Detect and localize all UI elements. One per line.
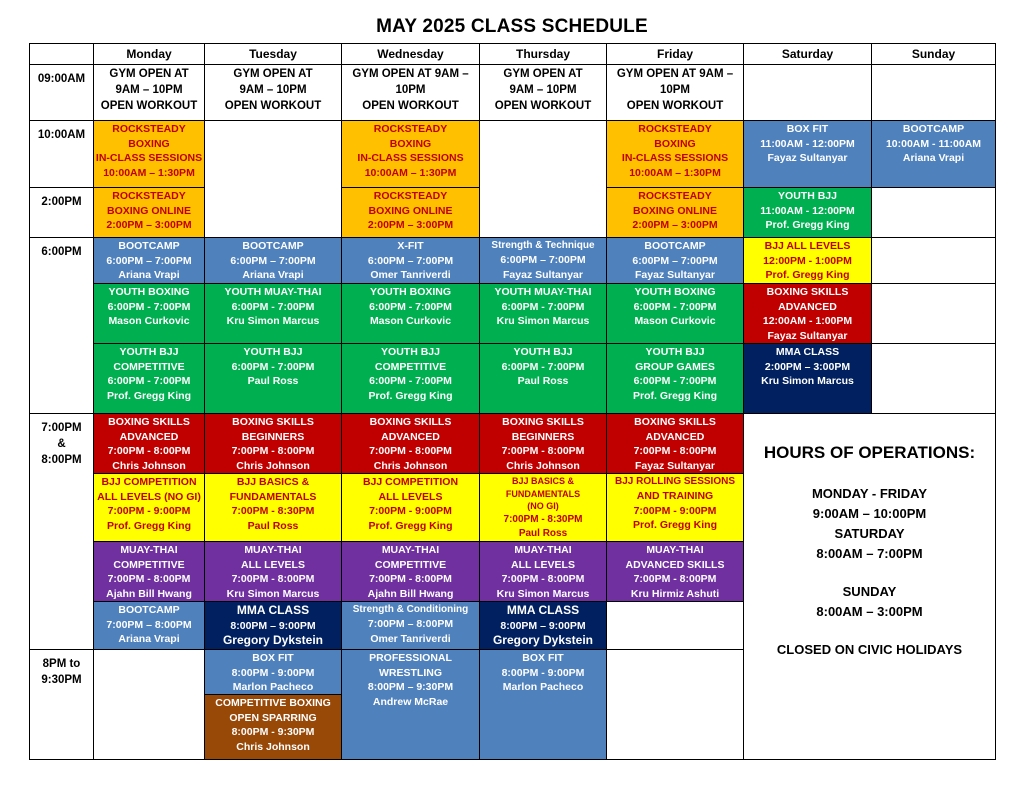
cell-line: 12:00AM - 1:00PM <box>762 315 853 327</box>
time-label <box>29 237 94 414</box>
cell-line: Kru Simon Marcus <box>226 315 320 327</box>
cell-line: 9:30PM <box>41 674 82 686</box>
cell-line: Kru Simon Marcus <box>226 587 320 600</box>
class-sat-mma <box>743 343 872 414</box>
cell-line: 6:00PM – 7:00PM <box>367 254 454 267</box>
cell-line: Prof. Gregg King <box>107 389 191 402</box>
cell-line: Fayaz Sultanyar <box>767 152 848 164</box>
class-tue-gym <box>204 64 342 121</box>
cell-line: 8:00PM – 9:30PM <box>367 681 454 693</box>
cell-line: OPEN WORKOUT <box>494 100 592 112</box>
cell-line: X-FIT <box>397 240 424 252</box>
day-header-thursday <box>479 43 607 65</box>
cell-line: Chris Johnson <box>506 459 580 472</box>
cell-line: 7:00PM - 8:30PM <box>231 505 315 517</box>
class-sat-boxing-adv <box>743 283 872 344</box>
cell-line: Ariana Vrapi <box>118 633 180 645</box>
cell-line: BOOTCAMP <box>644 240 706 252</box>
cell-line: Omer Tanriverdi <box>370 269 451 281</box>
day-header-tuesday <box>204 43 342 65</box>
class-sat-youth-bjj <box>743 187 872 238</box>
cell-line: MMA CLASS <box>775 346 840 358</box>
hours-line: MONDAY - FRIDAY <box>811 486 928 501</box>
cell-line: 6:00PM - 7:00PM <box>501 360 585 373</box>
cell-line: ADVANCED <box>778 300 837 313</box>
cell-line: Prof. Gregg King <box>765 269 850 281</box>
hours-line: SATURDAY <box>834 526 905 541</box>
cell-line: Kru Simon Marcus <box>496 587 590 600</box>
class-wed-boxing-adv <box>341 413 480 474</box>
cell-line: Ariana Vrapi <box>118 269 180 281</box>
cell-line: YOUTH BJJ <box>243 346 303 358</box>
cell-line: YOUTH BOXING <box>634 286 716 298</box>
cell-line: Friday <box>656 47 693 62</box>
cell-line: YOUTH MUAY-THAI <box>494 286 592 298</box>
class-sun-bootcamp <box>871 120 996 188</box>
cell-line: YOUTH BOXING <box>108 286 190 298</box>
class-thu-bjj-basics <box>479 473 607 542</box>
cell-line: 7:00PM - 8:30PM <box>503 513 583 525</box>
time-label <box>29 187 94 238</box>
class-wed-youth-bjj <box>341 343 480 414</box>
cell-line: BJJ COMPETITION <box>362 476 459 488</box>
cell-line: 09:00AM <box>37 73 86 85</box>
cell-line: BOXING ONLINE <box>106 204 191 217</box>
cell-line: ALL LEVELS <box>378 490 443 503</box>
cell-line: 2:00PM – 3:00PM <box>106 219 192 231</box>
cell-line: 9AM – 10PM <box>239 84 307 96</box>
cell-line: BJJ BASICS & <box>511 476 574 486</box>
cell-line: Tuesday <box>249 47 297 62</box>
class-wed-xfit <box>341 237 480 284</box>
cell-line: Chris Johnson <box>236 459 310 472</box>
cell-line: 7:00PM - 8:00PM <box>107 573 191 585</box>
cell-line: 6:00PM – 7:00PM <box>106 254 192 267</box>
cell-line: Prof. Gregg King <box>633 389 717 402</box>
cell-line: GYM OPEN AT <box>233 68 313 80</box>
empty-cell <box>871 343 996 414</box>
cell-line: BJJ COMPETITION <box>101 476 197 488</box>
cell-line: Fayaz Sultanyar <box>635 459 715 472</box>
class-wed-youth-boxing <box>341 283 480 344</box>
class-mon-youth-boxing <box>93 283 205 344</box>
cell-line: Prof. Gregg King <box>107 519 191 532</box>
cell-line: PROFESSIONAL <box>369 652 452 664</box>
cell-line: Ariana Vrapi <box>902 152 965 164</box>
cell-line: 6:00PM - 7:00PM <box>231 300 315 313</box>
cell-line: 8:00PM - 9:30PM <box>231 726 315 738</box>
cell-line: 11:00AM - 12:00PM <box>760 204 855 217</box>
class-thu-gym <box>479 64 607 121</box>
day-header-friday <box>606 43 744 65</box>
cell-line: BOXING SKILLS <box>634 416 716 428</box>
cell-line: BOOTCAMP <box>118 604 180 616</box>
cell-line: 7:00PM - 9:00PM <box>633 504 717 517</box>
cell-line: 6:00PM - 7:00PM <box>501 300 585 313</box>
class-wed-strength-cond <box>341 601 480 650</box>
hours-of-operation-panel <box>743 413 996 760</box>
class-tue-muay-all <box>204 541 342 602</box>
cell-line: 6:00PM - 7:00PM <box>369 375 452 387</box>
cell-line: OPEN WORKOUT <box>224 100 322 112</box>
class-mon-bjj-comp <box>93 473 205 542</box>
cell-line: Paul Ross <box>517 375 569 387</box>
cell-line: Prof. Gregg King <box>368 519 453 532</box>
cell-line: BOXING <box>128 137 170 150</box>
cell-line: ROCKSTEADY <box>373 190 448 202</box>
cell-line: 8:00PM <box>41 454 82 466</box>
class-fri-gym <box>606 64 744 121</box>
cell-line: ADVANCED <box>645 430 705 443</box>
cell-line: Prof. Gregg King <box>368 389 453 402</box>
cell-line: BEGINNERS <box>511 430 575 443</box>
empty-cell <box>479 120 607 238</box>
cell-line: Fayaz Sultanyar <box>635 269 715 281</box>
cell-line: ALL LEVELS <box>241 558 305 571</box>
hours-heading: HOURS OF OPERATIONS: <box>763 443 976 462</box>
class-tue-mma <box>204 601 342 650</box>
class-thu-strength <box>479 237 607 284</box>
cell-line: BOX FIT <box>522 652 564 664</box>
cell-line: Thursday <box>515 47 570 62</box>
class-fri-bootcamp <box>606 237 744 284</box>
cell-line: ALL LEVELS <box>511 558 575 571</box>
cell-line: Ajahn Bill Hwang <box>367 587 454 600</box>
cell-line: Sunday <box>911 47 956 62</box>
class-wed-bjj-comp <box>341 473 480 542</box>
cell-line: 7:00PM - 8:00PM <box>369 445 452 457</box>
cell-line: 6:00PM – 7:00PM <box>500 254 586 266</box>
cell-line: 6:00PM - 7:00PM <box>369 300 452 313</box>
cell-line: & <box>57 438 66 450</box>
cell-line: OPEN WORKOUT <box>362 100 459 112</box>
cell-line: BOXING <box>654 137 696 150</box>
cell-line: 7:00PM - 8:00PM <box>633 445 717 457</box>
class-tue-comp-boxing <box>204 694 342 760</box>
cell-line: 7:00PM - 9:00PM <box>369 505 452 517</box>
cell-line: MUAY-THAI <box>381 544 440 556</box>
cell-line: Gregory Dykstein <box>492 633 594 647</box>
class-mon-rock <box>93 120 205 188</box>
cell-line: YOUTH BJJ <box>645 346 705 358</box>
cell-line: Paul Ross <box>247 519 299 532</box>
hours-line: 8:00AM – 7:00PM <box>816 546 923 561</box>
cell-line: MMA CLASS <box>236 603 310 617</box>
class-tue-boxing-beg <box>204 413 342 474</box>
cell-line: 8:00PM – 9:00PM <box>230 619 316 632</box>
cell-line: Prof. Gregg King <box>633 519 717 531</box>
cell-line: 6:00PM - 7:00PM <box>633 300 717 313</box>
cell-line: BOXING ONLINE <box>368 204 453 217</box>
day-header-wednesday <box>341 43 480 65</box>
cell-line: BJJ BASICS & <box>236 476 310 488</box>
cell-line: MUAY-THAI <box>646 544 704 556</box>
empty-cell <box>871 283 996 344</box>
time-label <box>29 649 94 760</box>
cell-line: 7:00PM <box>41 422 82 434</box>
class-thu-youth-bjj <box>479 343 607 414</box>
cell-line: ADVANCED <box>381 430 440 443</box>
time-label <box>29 120 94 188</box>
cell-line: BOXING SKILLS <box>369 416 452 428</box>
cell-line: 2:00PM – 3:00PM <box>367 219 454 231</box>
class-thu-youth-muay <box>479 283 607 344</box>
cell-line: YOUTH BJJ <box>381 346 440 358</box>
cell-line: IN-CLASS SESSIONS <box>95 152 203 164</box>
cell-line: 8:00PM - 9:00PM <box>231 666 315 679</box>
class-mon-boxing-adv <box>93 413 205 474</box>
cell-line: Gregory Dykstein <box>222 633 324 647</box>
empty-cell <box>871 187 996 238</box>
cell-line: BEGINNERS <box>241 430 305 443</box>
class-thu-muay-all <box>479 541 607 602</box>
cell-line: Chris Johnson <box>236 740 310 753</box>
cell-line: 12:00PM - 1:00PM <box>763 254 852 267</box>
class-fri-youth-boxing <box>606 283 744 344</box>
cell-line: BOXING SKILLS <box>766 286 849 298</box>
class-mon-rock-online <box>93 187 205 238</box>
cell-line: BOXING <box>389 137 432 150</box>
cell-line: 7:00PM - 9:00PM <box>107 505 191 517</box>
cell-line: IN-CLASS SESSIONS <box>621 152 729 164</box>
cell-line: 7:00PM – 8:00PM <box>106 618 192 631</box>
cell-line: 2:00PM – 3:00PM <box>632 219 718 231</box>
cell-line: 6:00PM - 7:00PM <box>231 360 315 373</box>
cell-line: BOX FIT <box>252 652 294 664</box>
cell-line: Ajahn Bill Hwang <box>106 587 192 600</box>
cell-line: COMPETITIVE <box>113 558 185 571</box>
cell-line: BOXING ONLINE <box>632 204 717 217</box>
cell-line: 7:00PM - 8:00PM <box>231 573 315 585</box>
cell-line: 2:00PM <box>41 196 82 208</box>
class-sat-bjj-all <box>743 237 872 284</box>
cell-line: Saturday <box>781 47 834 62</box>
cell-line: OPEN SPARRING <box>229 711 317 724</box>
cell-line: 6:00PM - 7:00PM <box>633 375 717 387</box>
cell-line: Strength & Conditioning <box>352 604 469 615</box>
cell-line: FUNDAMENTALS <box>229 490 317 503</box>
empty-cell <box>743 64 872 121</box>
cell-line: 7:00PM - 8:00PM <box>501 445 585 457</box>
cell-line: Kru Hirmiz Ashuti <box>630 587 720 600</box>
cell-line: MUAY-THAI <box>120 544 178 556</box>
class-wed-pro-wrestling <box>341 649 480 760</box>
cell-line: 10:00AM – 1:30PM <box>103 166 195 179</box>
cell-line: BOX FIT <box>786 123 829 135</box>
cell-line: YOUTH MUAY-THAI <box>224 286 322 298</box>
class-thu-boxing-beg <box>479 413 607 474</box>
cell-line: Kru Simon Marcus <box>761 375 854 387</box>
cell-line: 6:00PM <box>41 246 82 258</box>
cell-line: ROCKSTEADY <box>638 190 712 202</box>
class-mon-youth-bjj <box>93 343 205 414</box>
header-corner <box>29 43 94 65</box>
cell-line: FUNDAMENTALS <box>505 488 581 499</box>
class-fri-boxing-adv <box>606 413 744 474</box>
cell-line: 7:00PM - 8:00PM <box>501 573 585 585</box>
cell-line: 10PM <box>395 84 426 96</box>
cell-line: 11:00AM - 12:00PM <box>760 137 855 150</box>
time-label <box>29 413 94 650</box>
cell-line: Mason Curkovic <box>369 315 452 327</box>
cell-line: Mason Curkovic <box>634 315 716 327</box>
cell-line: 7:00PM - 8:00PM <box>107 445 191 457</box>
hours-line: SUNDAY <box>842 584 897 599</box>
cell-line: 10:00AM – 1:30PM <box>364 166 457 179</box>
cell-line: GYM OPEN AT 9AM – <box>352 68 469 80</box>
class-mon-bootcamp-pm <box>93 601 205 650</box>
cell-line: Chris Johnson <box>112 459 186 472</box>
cell-line: Mason Curkovic <box>108 315 190 327</box>
cell-line: Fayaz Sultanyar <box>767 329 848 342</box>
cell-line: GROUP GAMES <box>635 360 715 373</box>
class-mon-gym <box>93 64 205 121</box>
cell-line: 8:00PM – 9:00PM <box>500 619 586 632</box>
cell-line: YOUTH BOXING <box>369 286 452 298</box>
empty-cell <box>606 601 744 650</box>
cell-line: Marlon Pacheco <box>502 681 584 693</box>
day-header-saturday <box>743 43 872 65</box>
cell-line: Monday <box>126 47 172 62</box>
cell-line: 7:00PM – 8:00PM <box>367 618 454 630</box>
cell-line: 7:00PM - 8:00PM <box>231 445 315 457</box>
empty-cell <box>606 649 744 760</box>
cell-line: ROCKSTEADY <box>638 123 712 135</box>
class-tue-boxfit <box>204 649 342 695</box>
cell-line: 7:00PM - 8:00PM <box>369 573 452 585</box>
empty-cell <box>93 649 205 760</box>
time-label <box>29 64 94 121</box>
class-tue-bjj-basics <box>204 473 342 542</box>
cell-line: ROCKSTEADY <box>112 190 186 202</box>
cell-line: Marlon Pacheco <box>232 681 314 693</box>
cell-line: ALL LEVELS (NO GI) <box>97 490 201 503</box>
class-fri-muay-adv <box>606 541 744 602</box>
class-fri-bjj-rolling <box>606 473 744 542</box>
cell-line: BOXING SKILLS <box>502 416 584 428</box>
cell-line: 9AM – 10PM <box>115 84 183 96</box>
cell-line: ADVANCED SKILLS <box>625 558 725 571</box>
cell-line: GYM OPEN AT 9AM – <box>616 68 734 80</box>
cell-line: 10:00AM <box>37 129 86 141</box>
cell-line: Paul Ross <box>518 527 568 539</box>
cell-line: Chris Johnson <box>373 459 448 472</box>
cell-line: Fayaz Sultanyar <box>503 268 583 281</box>
cell-line: Paul Ross <box>247 375 299 387</box>
cell-line: BOOTCAMP <box>242 240 304 252</box>
cell-line: YOUTH BJJ <box>778 190 837 202</box>
cell-line: Andrew McRae <box>372 695 449 708</box>
cell-line: BOOTCAMP <box>902 123 965 135</box>
cell-line: Omer Tanriverdi <box>370 632 451 645</box>
class-wed-muay-comp <box>341 541 480 602</box>
class-fri-rock-online <box>606 187 744 238</box>
cell-line: 6:00PM – 7:00PM <box>632 254 718 267</box>
cell-line: COMPETITIVE <box>374 360 447 373</box>
cell-line: GYM OPEN AT <box>109 68 189 80</box>
cell-line: MUAY-THAI <box>514 544 572 556</box>
class-fri-rock <box>606 120 744 188</box>
cell-line: Strength & Technique <box>491 240 595 251</box>
class-wed-rock <box>341 120 480 188</box>
cell-line: COMPETITIVE <box>113 360 185 373</box>
cell-line: MUAY-THAI <box>244 544 302 556</box>
cell-line: MMA CLASS <box>506 603 580 617</box>
class-fri-youth-bjj <box>606 343 744 414</box>
class-wed-rock-online <box>341 187 480 238</box>
cell-line: 7:00PM - 8:00PM <box>633 573 717 585</box>
cell-line: BJJ ROLLING SESSIONS <box>614 476 736 487</box>
cell-line: OPEN WORKOUT <box>626 100 724 112</box>
hours-line: CLOSED ON CIVIC HOLIDAYS <box>776 642 963 657</box>
cell-line: BOXING SKILLS <box>232 416 314 428</box>
cell-line: 9AM – 10PM <box>509 84 577 96</box>
cell-line: BJJ ALL LEVELS <box>764 240 851 252</box>
class-mon-bootcamp <box>93 237 205 284</box>
cell-line: 10:00AM – 1:30PM <box>629 166 721 179</box>
day-header-sunday <box>871 43 996 65</box>
cell-line: Kru Simon Marcus <box>496 315 590 327</box>
class-thu-mma <box>479 601 607 650</box>
cell-line: 10PM <box>659 84 691 96</box>
day-header-monday <box>93 43 205 65</box>
class-tue-youth-muay <box>204 283 342 344</box>
empty-cell <box>871 64 996 121</box>
cell-line: BOOTCAMP <box>118 240 180 252</box>
cell-line: BOXING SKILLS <box>108 416 190 428</box>
cell-line: 2:00PM – 3:00PM <box>764 360 851 373</box>
empty-cell <box>204 120 342 238</box>
page-title: MAY 2025 CLASS SCHEDULE <box>376 16 648 37</box>
cell-line: IN-CLASS SESSIONS <box>357 152 464 164</box>
cell-line: YOUTH BJJ <box>513 346 573 358</box>
cell-line: 8PM to <box>42 658 81 670</box>
cell-line: 6:00PM – 7:00PM <box>230 254 316 267</box>
class-thu-boxfit <box>479 649 607 760</box>
cell-line: (NO GI) <box>527 501 559 511</box>
hours-line: 9:00AM – 10:00PM <box>812 506 927 521</box>
cell-line: YOUTH BJJ <box>119 346 179 358</box>
cell-line: ROCKSTEADY <box>373 123 448 135</box>
cell-line: AND TRAINING <box>636 490 714 502</box>
cell-line: COMPETITIVE <box>374 558 447 571</box>
cell-line: 8:00PM - 9:00PM <box>501 666 585 679</box>
cell-line: 10:00AM - 11:00AM <box>885 137 982 150</box>
cell-line: Prof. Gregg King <box>765 219 850 231</box>
cell-line: ADVANCED <box>119 430 179 443</box>
cell-line: GYM OPEN AT <box>503 68 583 80</box>
cell-line: COMPETITIVE BOXING <box>215 697 331 709</box>
cell-line: 6:00PM - 7:00PM <box>107 375 191 387</box>
class-wed-gym <box>341 64 480 121</box>
cell-line: Ariana Vrapi <box>242 269 304 281</box>
cell-line: 6:00PM - 7:00PM <box>107 300 191 313</box>
hours-line: 8:00AM – 3:00PM <box>816 604 923 619</box>
empty-cell <box>871 237 996 284</box>
cell-line: OPEN WORKOUT <box>100 100 198 112</box>
class-tue-bootcamp <box>204 237 342 284</box>
cell-line: ROCKSTEADY <box>112 123 186 135</box>
cell-line: WRESTLING <box>379 666 442 679</box>
class-mon-muay-comp <box>93 541 205 602</box>
class-tue-youth-bjj <box>204 343 342 414</box>
class-sat-boxfit <box>743 120 872 188</box>
cell-line: Wednesday <box>377 47 444 62</box>
